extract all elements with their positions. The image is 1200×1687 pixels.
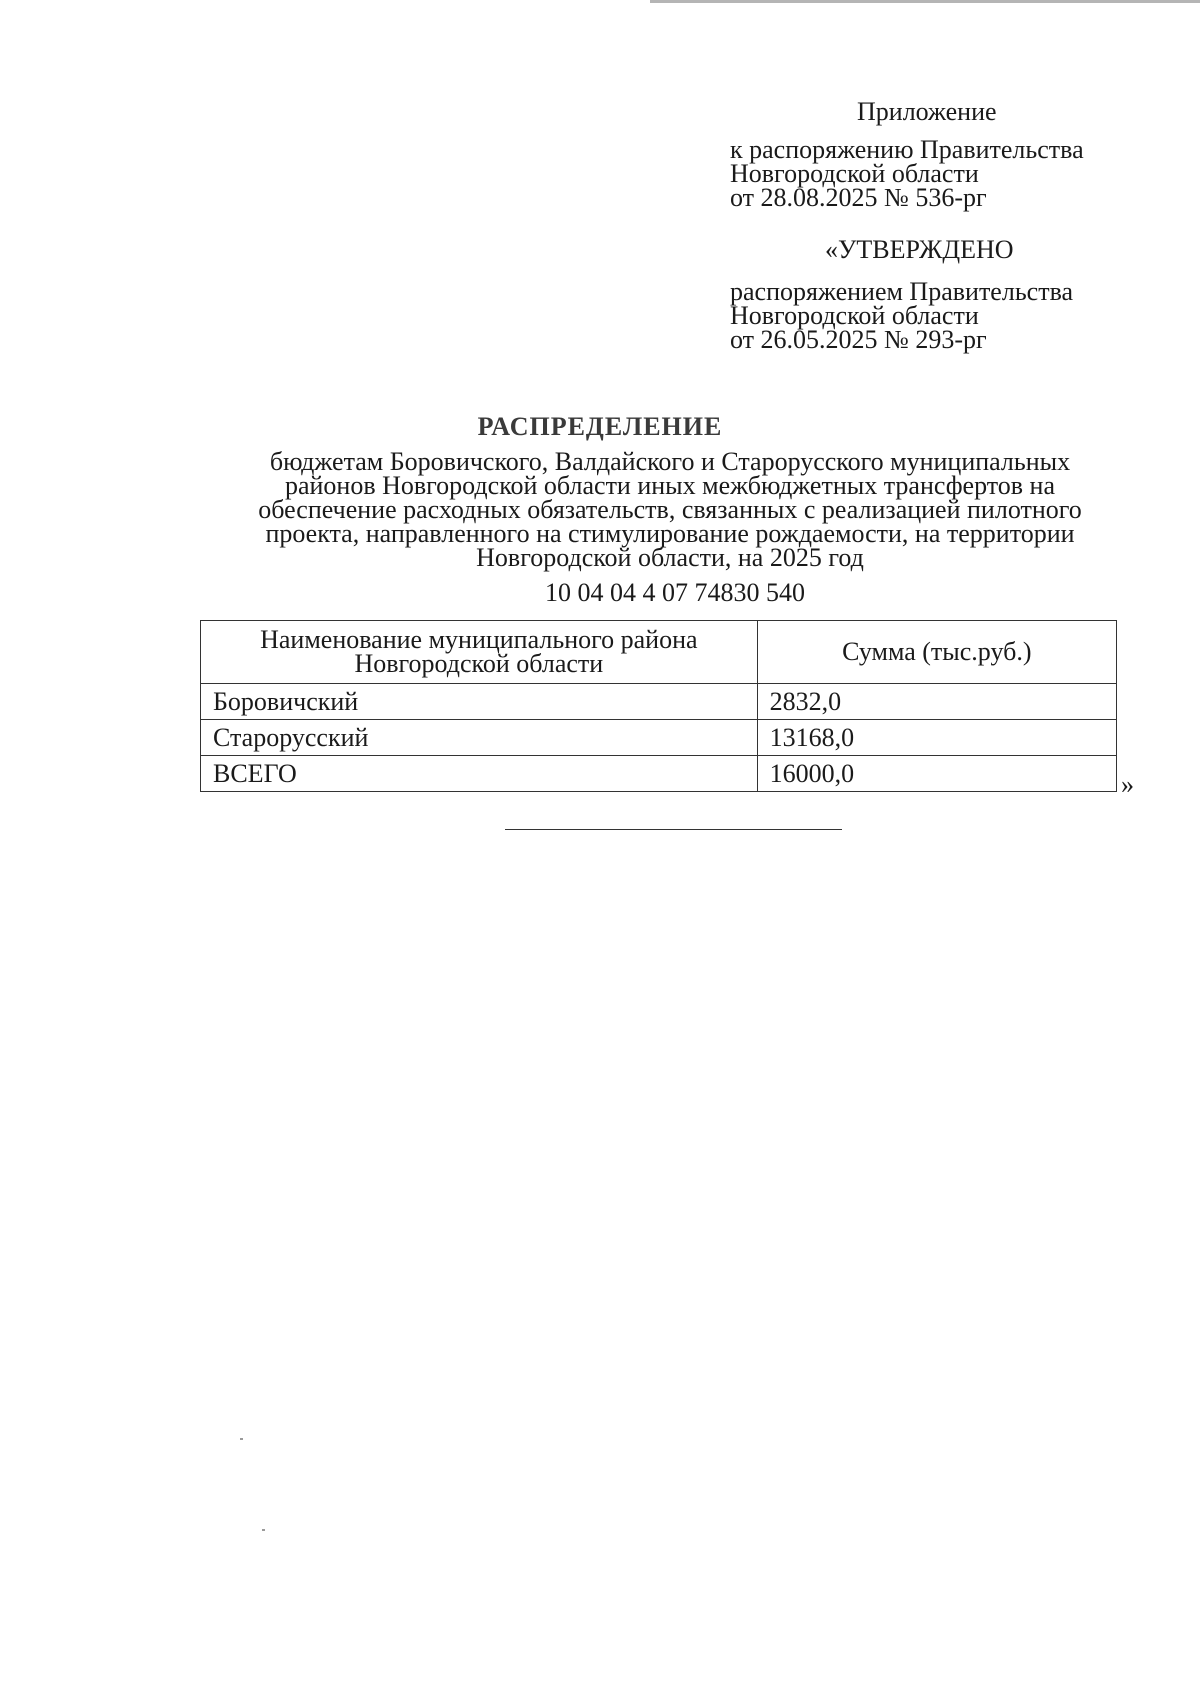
- table-row: [201, 720, 1117, 756]
- subtitle-line: обеспечение расходных обязательств, связанных с реализацией пилотного: [258, 495, 1082, 524]
- subtitle-line: Новгородской области, на 2025 год: [476, 543, 864, 572]
- table-header-row: [201, 621, 1117, 684]
- approved-block: [730, 235, 1150, 354]
- scan-speck: [262, 1529, 265, 1531]
- approved-line: Новгородской области: [730, 301, 979, 330]
- total-label-cell: ВСЕГО: [201, 756, 758, 792]
- appendix-line: к распоряжению Правительства: [730, 135, 1084, 164]
- scan-speck: [240, 1438, 243, 1440]
- table-row: [201, 684, 1117, 720]
- approved-line: распоряжением Правительства: [730, 277, 1074, 306]
- header-district-name: Наименование муниципального района Новгородской области: [201, 621, 758, 684]
- district-name-cell: Старорусский: [201, 720, 758, 756]
- document-heading: РАСПРЕДЕЛЕНИЕ: [477, 412, 723, 441]
- closing-quote: »: [1121, 770, 1134, 799]
- header-amount: Сумма (тыс.руб.): [757, 621, 1116, 684]
- amount-cell: 2832,0: [757, 684, 1116, 720]
- table-total-row: [201, 756, 1117, 792]
- district-name-cell: Боровичский: [201, 684, 758, 720]
- distribution-table: [200, 620, 1117, 792]
- subtitle-line: проекта, направленного на стимулирование рождаемости, на территории: [265, 519, 1075, 548]
- appendix-line: Новгородской области: [730, 159, 979, 188]
- end-rule-line: [505, 829, 842, 830]
- appendix-line: от 28.08.2025 № 536-рг: [730, 183, 987, 212]
- document-subtitle: [200, 447, 1140, 572]
- scan-edge-line: [650, 0, 1200, 3]
- subtitle-line: бюджетам Боровичского, Валдайского и Старорусского муниципальных: [269, 447, 1071, 476]
- amount-cell: 13168,0: [757, 720, 1116, 756]
- approved-line: от 26.05.2025 № 293-рг: [730, 325, 987, 354]
- approved-title: «УТВЕРЖДЕНО: [825, 235, 1014, 264]
- appendix-block: [730, 97, 1150, 212]
- total-amount-cell: 16000,0: [757, 756, 1116, 792]
- appendix-title: Приложение: [857, 97, 997, 126]
- budget-classification-code: 10 04 04 4 07 74830 540: [545, 578, 805, 607]
- subtitle-line: районов Новгородской области иных межбюджетных трансфертов на: [284, 471, 1056, 500]
